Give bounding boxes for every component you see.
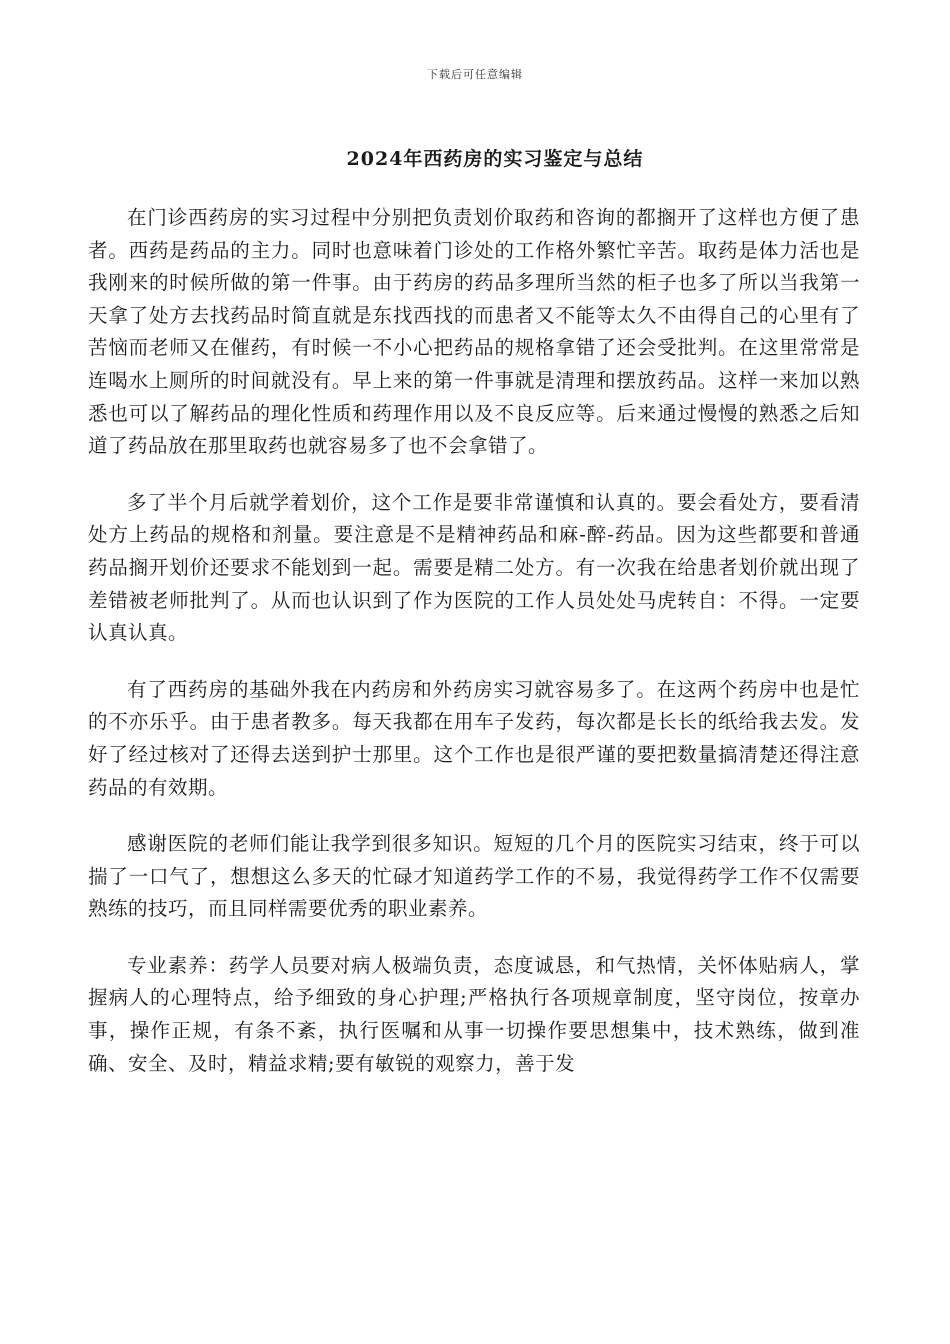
paragraph-4: 感谢医院的老师们能让我学到很多知识。短短的几个月的医院实习结束，终于可以揣了一口气了，想想这么多天的忙碌才知道药学工作的不易，我觉得药学工作不仅需要熟练的技巧，而且同样需要优秀的职业素养。 [88,832,860,921]
paragraph-3: 有了西药房的基础外我在内药房和外药房实习就容易多了。在这两个药房中也是忙的不亦乐乎。由于患者教多。每天我都在用车子发药，每次都是长长的纸给我去发。发好了经过核对了还得去送到护士那里。这个工作也是很严谨的要把数量搞清楚还得注意药品的有效期。 [88,677,860,799]
header-note: 下载后可任意编辑 [427,68,523,81]
document-title: 2024年西药房的实习鉴定与总结 [346,148,644,170]
document-body [88,202,860,1104]
paragraph-2: 多了半个月后就学着划价，这个工作是要非常谨慎和认真的。要会看处方，要看清处方上药品的规格和剂量。要注意是不是精神药品和麻-醉-药品。因为这些都要和普通药品搁开划价还要求不能划到一起。需要是精二处方。有一次我在给患者划价就出现了差错被老师批判了。从而也认识到了作为医院的工作人员处处马虎转自：不得。一定要认真认真。 [88,490,860,645]
paragraph-5: 专业素养：药学人员要对病人极端负责，态度诚恳，和气热情，关怀体贴病人，掌握病人的心理特点，给予细致的身心护理;严格执行各项规章制度，坚守岗位，按章办事，操作正规，有条不紊，执行医嘱和从事一切操作要思想集中，技术熟练，做到准确、安全、及时，精益求精;要有敏锐的观察力，善于发 [88,953,860,1075]
paragraph-1: 在门诊西药房的实习过程中分别把负责划价取药和咨询的都搁开了这样也方便了患者。西药是药品的主力。同时也意味着门诊处的工作格外繁忙辛苦。取药是体力活也是我刚来的时候所做的第一件事。由于药房的药品多理所当然的柜子也多了所以当我第一天拿了处方去找药品时简直就是东找西找的而患者又不能等太久不由得自己的心里有了苦恼而老师又在催药，有时候一不小心把药品的规格拿错了还会受批判。在这里常常是连喝水上厕所的时间就没有。早上来的第一件事就是清理和摆放药品。这样一来加以熟悉也可以了解药品的理化性质和药理作用以及不良反应等。后来通过慢慢的熟悉之后知道了药品放在那里取药也就容易多了也不会拿错了。 [88,206,860,458]
